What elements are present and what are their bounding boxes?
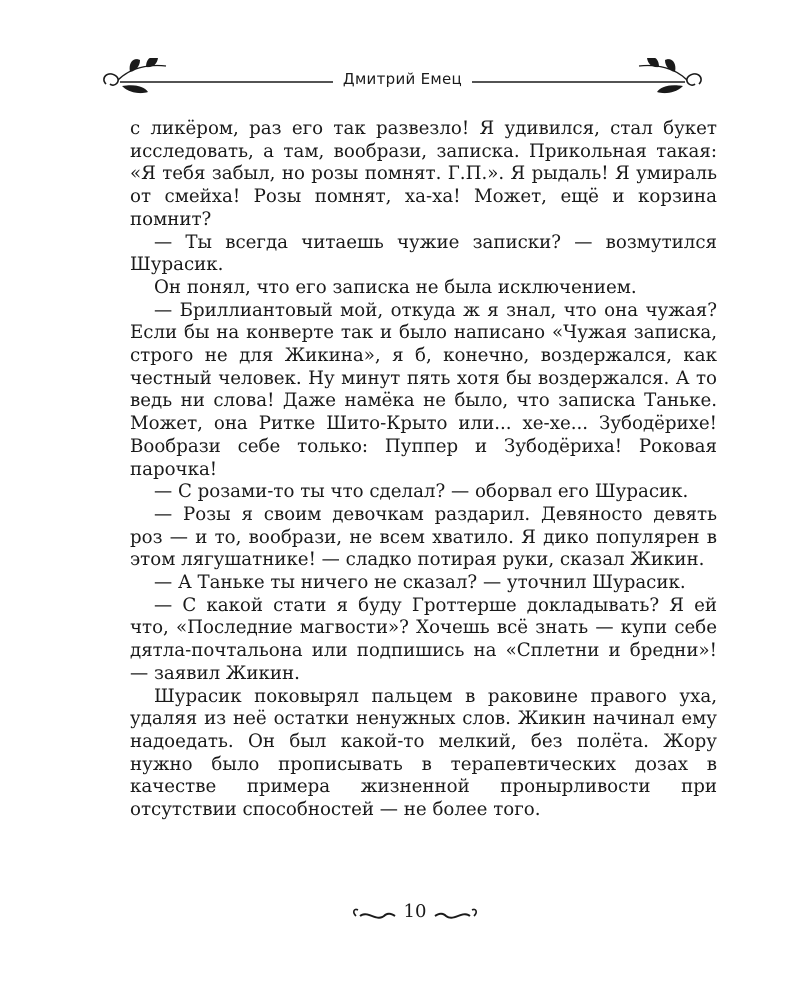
page-footer <box>340 900 490 930</box>
paragraph: — Розы я своим девочкам раздарил. Девяносто девять роз — и то, вообрази, не всем хватило. Я дико популярен в этом лягушатнике! — сладко потирая руки, сказал Жикин. <box>130 503 717 571</box>
paragraph: — Ты всегда читаешь чужие записки? — возмутился Шурасик. <box>130 231 717 276</box>
paragraph: с ликёром, раз его так развезло! Я удивился, стал букет исследовать, а там, вообрази, записка. Прикольная такая: «Я тебя забыл, но розы помнят. Г.П.». Я рыдаль! Я умираль от смейха! Розы помнят, ха-ха! Может, ещё и корзина помнит? <box>130 118 717 230</box>
author-name-text: Дмитрий Емец <box>333 70 472 88</box>
paragraph: — С какой стати я буду Гроттерше докладывать? Я ей что, «Последние магвости»? Хочешь всё знать — купи себе дятла-почтальона или подпишись на «Сплетни и бредни»! — заявил Жикин. <box>130 594 717 684</box>
paragraph: — А Таньке ты ничего не сказал? — уточнил Шурасик. <box>154 572 686 594</box>
paragraph: — Бриллиантовый мой, откуда ж я знал, что она чужая? Если бы на конверте так и было написано «Чужая записка, строго не для Жикина», я б, конечно, воздержался, как честный человек. Ну минут пять хотя бы воздержался. А то ведь ни слова! Даже намёка не было, что записка Таньке. Может, она Ритке Шито-Крыто или... хе-хе... Зубодёрихе! Вообрази себе только: Пуппер и Зубодёриха! Роковая парочка! <box>130 299 717 480</box>
body-text <box>130 118 717 822</box>
page-number: 10 <box>403 901 427 922</box>
paragraph: Он понял, что его записка не была исключением. <box>154 276 637 298</box>
author-name <box>100 70 705 88</box>
paragraph: Шурасик поковырял пальцем в раковине правого уха, удаляя из неё остатки ненужных слов. Жикин начинал ему надоедать. Он был какой-то мелкий, без полёта. Жору нужно было прописывать в терапевтических дозах в качестве примера жизненной пронырливости при отсутствии способностей — не более того. <box>130 685 717 821</box>
running-header <box>100 58 705 102</box>
paragraph: — С розами-то ты что сделал? — оборвал его Шурасик. <box>154 481 689 503</box>
